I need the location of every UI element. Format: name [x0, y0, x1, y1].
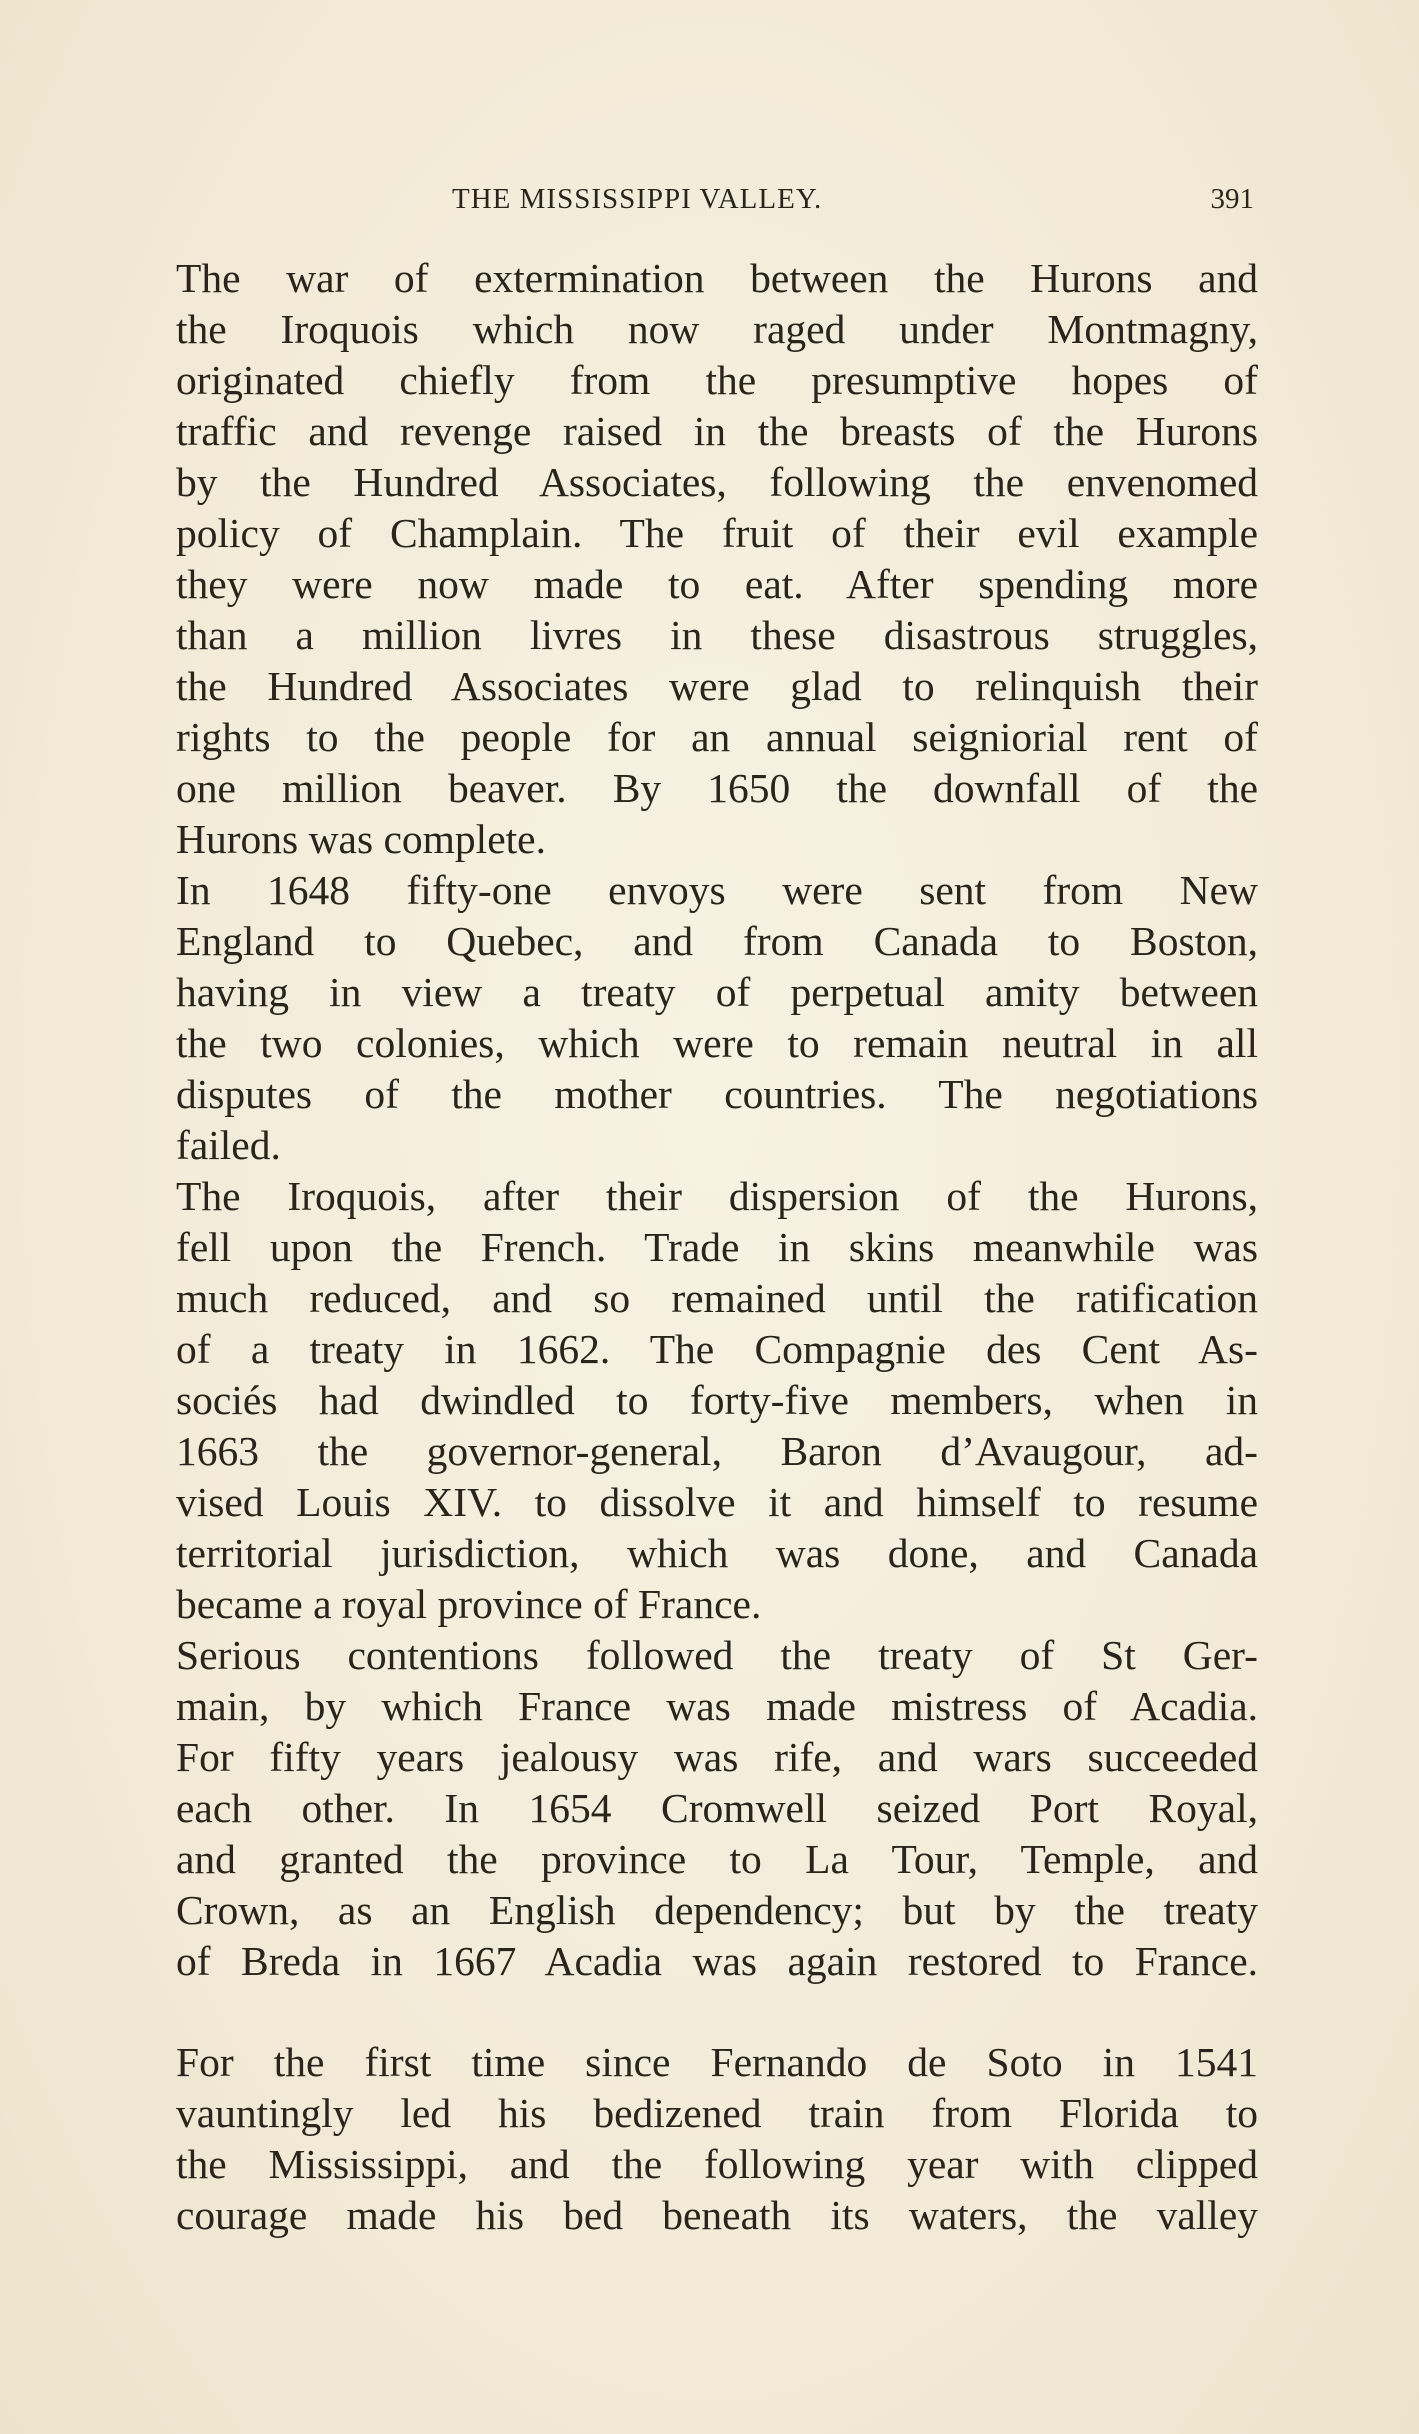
text-line: 1663 the governor-general, Baron d’Avaugour, ad- [176, 1428, 1258, 1474]
paragraph-1 [176, 253, 1258, 865]
text-line: traffic and revenge raised in the breasts of the Hurons [176, 408, 1258, 454]
text-line: rights to the people for an annual seigniorial rent of [176, 714, 1258, 760]
text-line: the Iroquois which now raged under Montmagny, [176, 306, 1258, 352]
text-line: Serious contentions followed the treaty of St Ger- [176, 1632, 1258, 1678]
body-text [176, 253, 1258, 2241]
text-line: For the first time since Fernando de Soto in 1541 [176, 2039, 1258, 2085]
text-line: of a treaty in 1662. The Compagnie des Cent As- [176, 1326, 1258, 1372]
running-head [176, 178, 1258, 220]
text-line: England to Quebec, and from Canada to Boston, [176, 918, 1258, 964]
text-line: vised Louis XIV. to dissolve it and himself to resume [176, 1479, 1258, 1525]
text-line: In 1648 fifty-one envoys were sent from New [176, 867, 1258, 913]
running-title: THE MISSISSIPPI VALLEY. [452, 183, 823, 215]
text-line: having in view a treaty of perpetual amity between [176, 969, 1258, 1015]
text-line: than a million livres in these disastrous struggles, [176, 612, 1258, 658]
text-line: failed. [176, 1122, 281, 1168]
text-line: by the Hundred Associates, following the envenomed [176, 459, 1258, 505]
text-line: fell upon the French. Trade in skins meanwhile was [176, 1224, 1258, 1270]
text-line: sociés had dwindled to forty-five members, when in [176, 1377, 1258, 1423]
paragraph-2 [176, 865, 1258, 1171]
text-line: each other. In 1654 Cromwell seized Port Royal, [176, 1785, 1258, 1831]
text-line: Hurons was complete. [176, 816, 546, 862]
text-line: The Iroquois, after their dispersion of the Hurons, [176, 1173, 1258, 1219]
text-line: much reduced, and so remained until the ratification [176, 1275, 1258, 1321]
text-line: policy of Champlain. The fruit of their evil example [176, 510, 1258, 556]
text-line: the Mississippi, and the following year with clipped [176, 2141, 1258, 2187]
text-line: disputes of the mother countries. The negotiations [176, 1071, 1258, 1117]
text-line: Crown, as an English dependency; but by the treaty [176, 1887, 1258, 1933]
text-line: courage made his bed beneath its waters, the valley [176, 2192, 1258, 2238]
text-line: vauntingly led his bedizened train from Florida to [176, 2090, 1258, 2136]
paragraph-5 [176, 2037, 1258, 2241]
text-line: of Breda in 1667 Acadia was again restored to France. [176, 1938, 1258, 1984]
paragraph-3 [176, 1171, 1258, 1630]
text-line: territorial jurisdiction, which was done, and Canada [176, 1530, 1258, 1576]
text-line: they were now made to eat. After spending more [176, 561, 1258, 607]
paragraph-4 [176, 1630, 1258, 1987]
text-line: and granted the province to La Tour, Temple, and [176, 1836, 1258, 1882]
text-line: originated chiefly from the presumptive hopes of [176, 357, 1258, 403]
section-break [176, 1987, 1258, 2037]
text-line: For fifty years jealousy was rife, and wars succeeded [176, 1734, 1258, 1780]
text-line: The war of extermination between the Hurons and [176, 255, 1258, 301]
page-number: 391 [1210, 183, 1254, 215]
text-line: became a royal province of France. [176, 1581, 762, 1627]
text-line: the Hundred Associates were glad to relinquish their [176, 663, 1258, 709]
text-line: the two colonies, which were to remain neutral in all [176, 1020, 1258, 1066]
text-line: main, by which France was made mistress of Acadia. [176, 1683, 1258, 1729]
text-line: one million beaver. By 1650 the downfall of the [176, 765, 1258, 811]
